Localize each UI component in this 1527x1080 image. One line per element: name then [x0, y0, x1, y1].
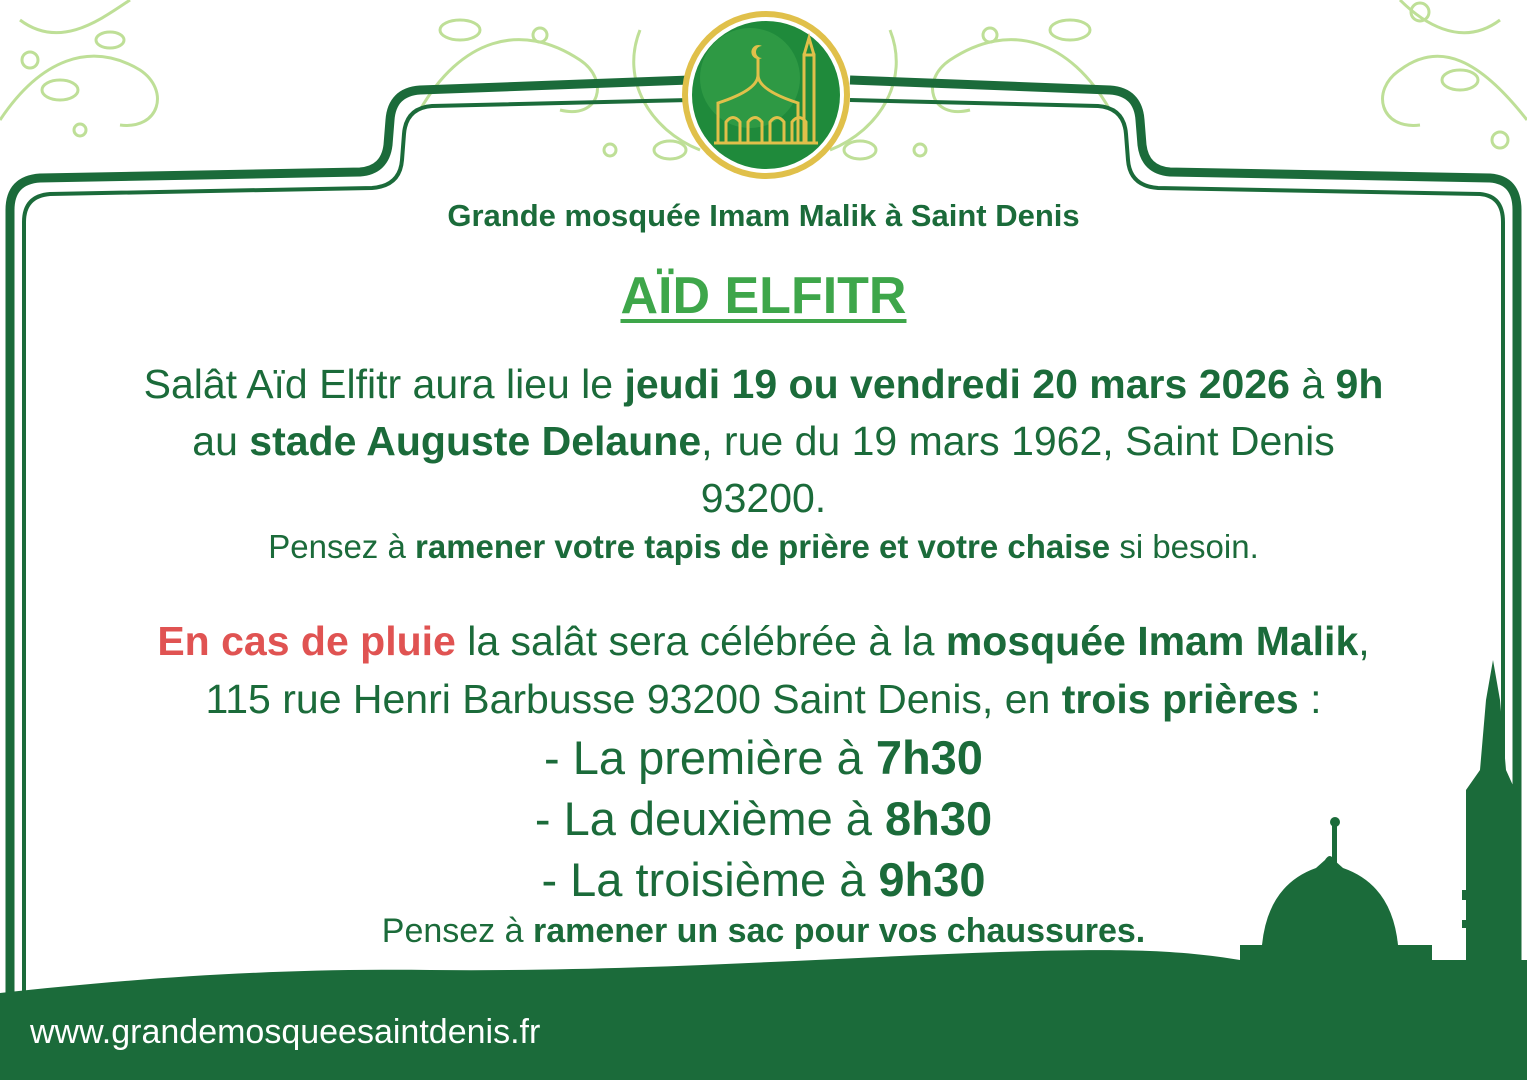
reminder-text: si besoin. [1110, 528, 1259, 565]
list-item [0, 727, 1527, 788]
rain-address: 115 rue Henri Barbusse 93200 Saint Denis, en [205, 676, 1062, 722]
reminder-text: Pensez à [381, 912, 533, 950]
announcement-paragraph [40, 356, 1487, 527]
reminder-emphasis: ramener votre tapis de prière et votre chaise [415, 528, 1111, 565]
reminder-prayer-mat [0, 528, 1527, 566]
reminder-shoes [0, 912, 1527, 951]
list-item [0, 788, 1527, 849]
announcement-line-1 [40, 356, 1487, 413]
announcement-venue: stade Auguste Delaune [249, 418, 702, 464]
rain-line-1 [40, 612, 1487, 670]
rain-text: la salât sera célébrée à la [455, 618, 946, 664]
announcement-text: au [192, 418, 250, 464]
org-name: Grande mosquée Imam Malik à Saint Denis [447, 198, 1080, 233]
announcement-text: à [1289, 361, 1336, 407]
page-title: AÏD ELFITR [620, 267, 907, 325]
prayer-label: - La troisième à [541, 853, 879, 906]
rain-venue: mosquée Imam Malik [945, 618, 1359, 664]
mosque-logo-icon [682, 11, 850, 179]
list-item [0, 849, 1527, 910]
prayer-time: 9h30 [878, 853, 986, 906]
website-link[interactable]: www.grandemosqueesaintdenis.fr [30, 1013, 541, 1051]
reminder-emphasis: ramener un sac pour vos chaussures. [532, 912, 1146, 950]
rain-text: : [1298, 676, 1322, 722]
rain-three-prayers: trois prières [1061, 676, 1299, 722]
prayer-time: 8h30 [884, 792, 993, 845]
announcement-time: 9h [1335, 361, 1384, 407]
rain-text: , [1358, 618, 1370, 664]
prayer-label: - La deuxième à [534, 792, 885, 845]
reminder-text: Pensez à [268, 528, 415, 565]
prayer-time: 7h30 [875, 731, 983, 784]
announcement-address: , rue du 19 mars 1962, Saint Denis [701, 418, 1335, 464]
rain-paragraph [40, 612, 1487, 728]
announcement-date: jeudi 19 ou vendredi 20 mars 2026 [624, 361, 1290, 407]
prayer-label: - La première à [544, 731, 876, 784]
announcement-text: Salât Aïd Elfitr aura lieu le [143, 361, 625, 407]
prayer-times-list [0, 727, 1527, 910]
rain-line-2 [40, 670, 1487, 728]
rain-warning: En cas de pluie [157, 618, 456, 664]
announcement-line-3: 93200. [700, 475, 827, 521]
announcement-line-2 [40, 413, 1487, 470]
